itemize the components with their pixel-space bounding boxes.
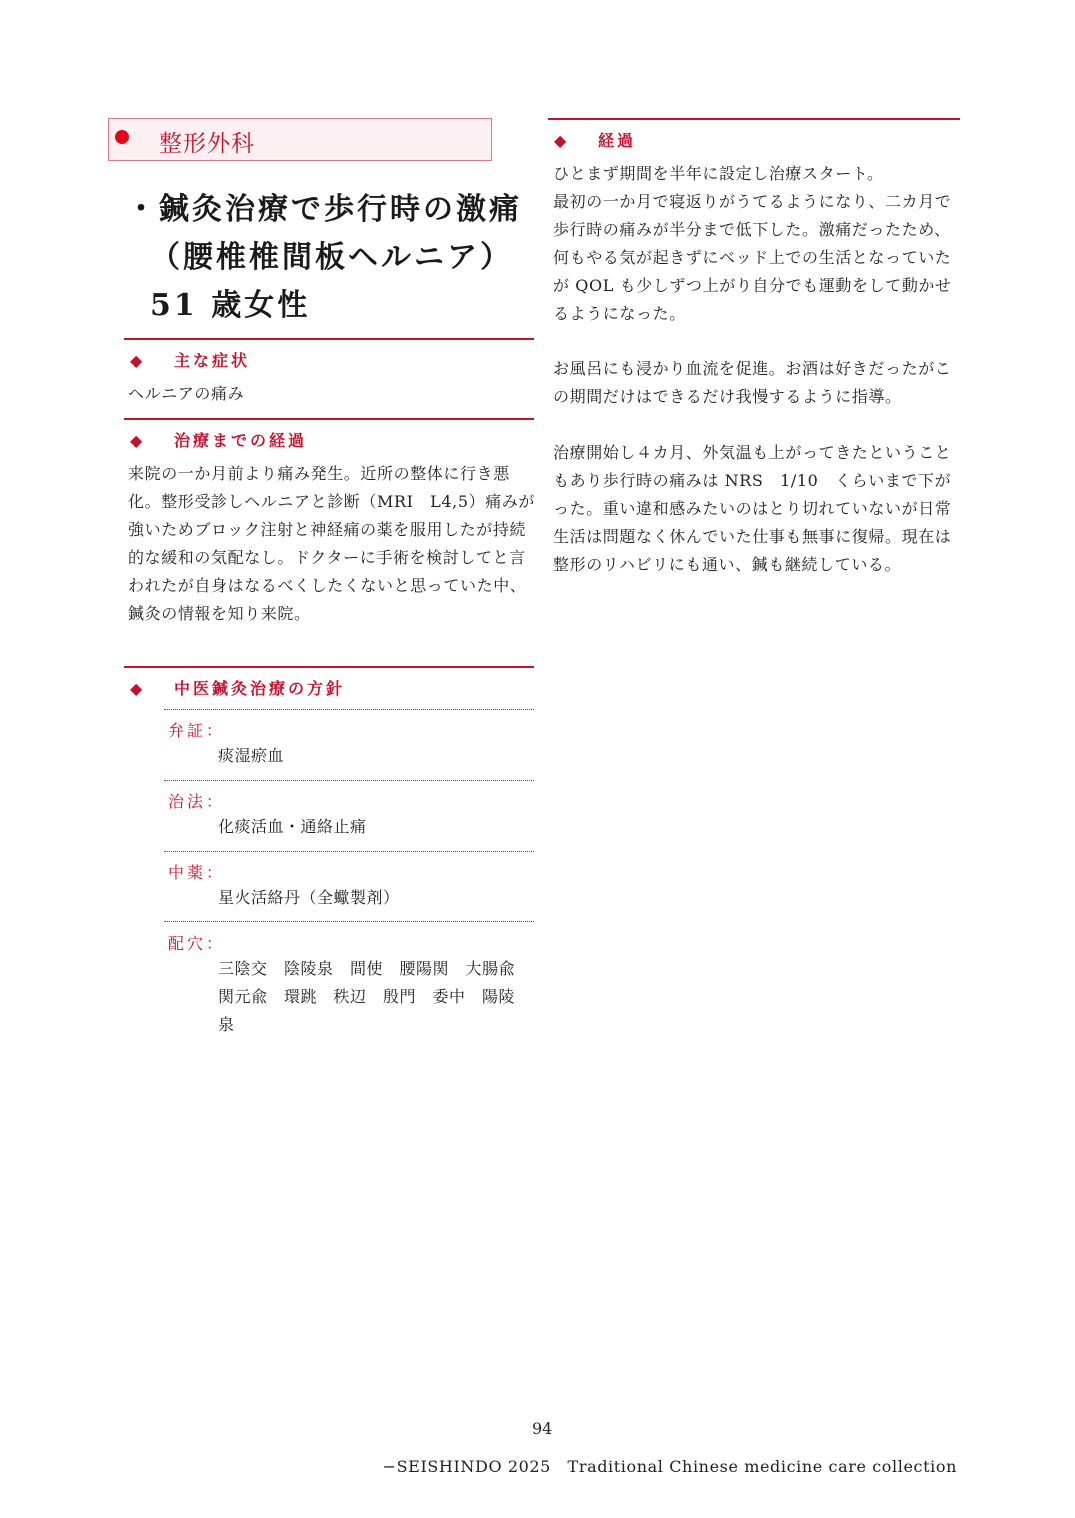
bensho-label: 弁証： <box>168 721 226 740</box>
text-line: るようになった。 <box>553 304 686 323</box>
section-heading-history <box>130 428 307 451</box>
text-line: 整形のリハビリにも通い、鍼も継続している。 <box>553 555 902 574</box>
section-heading-progress <box>554 128 636 151</box>
title-line-3: 51 歳女性 <box>150 288 311 323</box>
text-line: 歩行時の痛みが半分まで低下した。激痛だったため、 <box>553 220 951 239</box>
text-line: もあり歩行時の痛みは NRS 1/10 くらいまで下が <box>553 471 952 490</box>
progress-paragraph-2 <box>553 355 963 411</box>
text-line: った。重い違和感みたいのはとり切れていないが日常 <box>553 499 952 518</box>
progress-paragraph-3 <box>553 439 963 579</box>
text-line: われたが自身はなるべくしたくないと思っていた中、 <box>128 576 527 595</box>
section-title: 治療までの経過 <box>174 431 308 450</box>
progress-paragraph-1 <box>553 160 963 328</box>
text-line: 的な緩和の気配なし。ドクターに手術を検討してと言 <box>128 548 526 567</box>
text-line: 鍼灸の情報を知り来院。 <box>128 604 311 623</box>
chiho-label: 治法： <box>168 792 226 811</box>
diamond-icon: ◆ <box>554 131 570 150</box>
history-paragraph <box>128 460 538 628</box>
chuyaku-label: 中薬： <box>168 863 226 882</box>
text-line: 治療開始し４カ月、外気温も上がってきたということ <box>553 443 952 462</box>
title-line-1: ・鍼灸治療で歩行時の激痛 <box>126 192 522 227</box>
text-line: が QOL も少しずつ上がり自分でも運動をして動かせ <box>553 276 952 295</box>
dotted-divider <box>164 780 534 781</box>
category-box <box>108 118 492 161</box>
text-line: 強いためブロック注射と神経痛の薬を服用したが持続 <box>128 520 527 539</box>
bullet-dot-icon <box>115 130 129 144</box>
section-title: 主な症状 <box>174 351 251 370</box>
section-rule <box>124 666 534 668</box>
symptoms-text: ヘルニアの痛み <box>128 384 245 403</box>
haiketsu-value <box>218 955 538 1039</box>
dotted-divider <box>164 851 534 852</box>
text-line: 生活は問題なく休んでいた仕事も無事に復帰。現在は <box>553 527 952 546</box>
text-line: 最初の一か月で寝返りがうてるようになり、二カ月で <box>553 192 952 211</box>
text-line: 化。整形受診しヘルニアと診断（MRI L4,5）痛みが <box>128 492 536 511</box>
dotted-divider <box>164 709 534 710</box>
category-label: 整形外科 <box>159 131 255 157</box>
acupoint-line: 三陰交 陰陵泉 間使 腰陽関 大腸兪 <box>218 959 516 978</box>
case-title <box>126 186 536 330</box>
text-line: お風呂にも浸かり血流を促進。お酒は好きだったがこ <box>553 359 952 378</box>
text-line: ひとまず期間を半年に設定し治療スタート。 <box>553 164 884 183</box>
title-line-2: （腰椎椎間板ヘルニア） <box>150 240 513 275</box>
section-heading-symptoms <box>130 348 250 371</box>
dotted-divider <box>164 921 534 922</box>
text-line: 何もやる気が起きずにベッド上での生活となっていた <box>553 248 952 267</box>
chiho-value: 化痰活血・通絡止痛 <box>218 817 367 836</box>
section-rule <box>548 118 960 120</box>
page-number: 94 <box>532 1419 553 1438</box>
acupoint-line: 泉 <box>218 1015 235 1034</box>
haiketsu-label: 配穴： <box>168 934 226 953</box>
section-title: 経過 <box>598 131 637 150</box>
section-title: 中医鍼灸治療の方針 <box>174 679 346 698</box>
acupoint-line: 関元兪 環跳 秩辺 殷門 委中 陽陵 <box>218 987 516 1006</box>
diamond-icon: ◆ <box>130 351 146 370</box>
footer-text: −SEISHINDO 2025 Traditional Chinese medicine care collection <box>382 1457 957 1476</box>
bensho-value: 痰湿瘀血 <box>218 746 285 765</box>
text-line: の期間だけはできるだけ我慢するように指導。 <box>553 387 902 406</box>
diamond-icon: ◆ <box>130 679 146 698</box>
chuyaku-value: 星火活絡丹（全蠍製剤） <box>218 888 400 907</box>
diamond-icon: ◆ <box>130 431 146 450</box>
section-rule <box>124 418 534 420</box>
text-line: 来院の一か月前より痛み発生。近所の整体に行き悪 <box>128 464 510 483</box>
section-rule <box>124 338 534 340</box>
section-heading-policy <box>130 676 345 699</box>
